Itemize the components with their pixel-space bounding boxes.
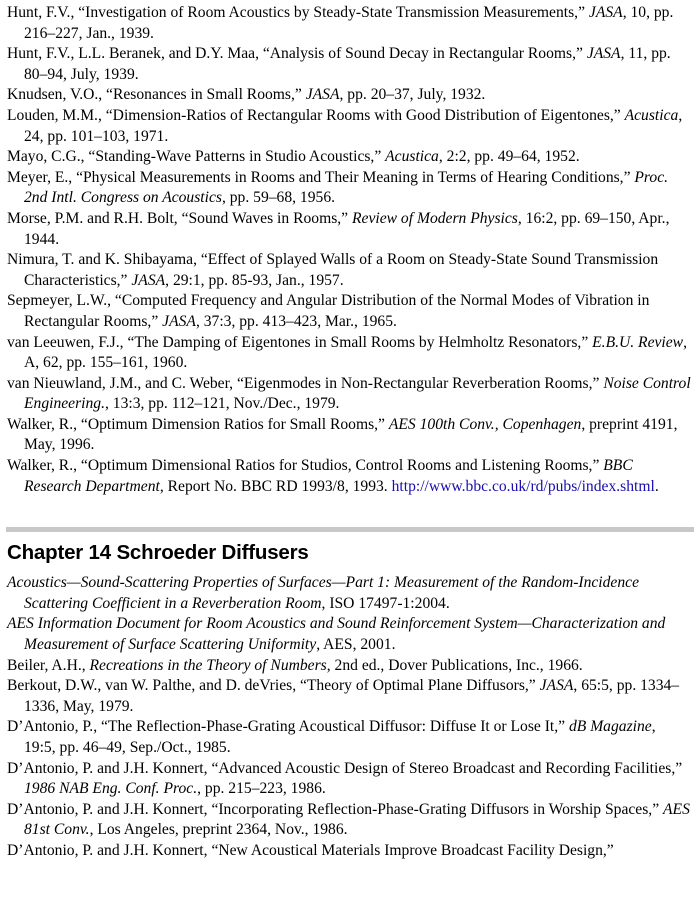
reference-text: , 16:2, pp. 69–150, Apr., 1944. bbox=[24, 209, 670, 248]
reference-entry bbox=[7, 374, 691, 415]
reference-text: , 13:3, pp. 112–121, Nov./Dec., 1979. bbox=[104, 395, 340, 413]
reference-entry bbox=[7, 44, 691, 85]
reference-text: , 24, pp. 101–103, 1971. bbox=[24, 106, 683, 145]
reference-text: Berkout, D.W., van W. Palthe, and D. deVries, “Theory of Optimal Plane Diffusors,” bbox=[7, 677, 540, 695]
reference-entry bbox=[7, 573, 691, 614]
reference-entry bbox=[7, 106, 691, 147]
reference-text: , 2:2, pp. 49–64, 1952. bbox=[438, 148, 580, 166]
reference-italic-text: JASA bbox=[131, 271, 166, 289]
reference-text: Mayo, C.G., “Standing-Wave Patterns in Studio Acoustics,” bbox=[7, 148, 386, 166]
reference-entry bbox=[7, 3, 691, 44]
reference-text: van Nieuwland, J.M., and C. Weber, “Eigenmodes in Non-Rectangular Reverberation Rooms,” bbox=[7, 374, 604, 392]
reference-italic-text: JASA bbox=[586, 45, 621, 63]
reference-entry bbox=[7, 656, 691, 677]
reference-text: Morse, P.M. and R.H. Bolt, “Sound Waves in Rooms,” bbox=[7, 209, 352, 227]
section-divider bbox=[6, 527, 694, 532]
reference-italic-text: JASA bbox=[588, 4, 623, 21]
reference-list-top bbox=[7, 0, 691, 497]
reference-entry bbox=[7, 147, 691, 168]
reference-text: , pp. 215–223, 1986. bbox=[197, 780, 326, 798]
reference-text: D’Antonio, P., “The Reflection-Phase-Grating Acoustical Diffusor: Diffuse It or Lose It,” bbox=[7, 718, 569, 736]
reference-text: , 65:5, pp. 1334–1336, May, 1979. bbox=[24, 677, 680, 715]
reference-italic-text: AES 81st Conv. bbox=[24, 800, 690, 839]
reference-italic-text: JASA bbox=[539, 677, 574, 695]
reference-entry bbox=[7, 333, 691, 374]
reference-text: , 10, pp. 216–227, Jan., 1939. bbox=[24, 4, 674, 42]
reference-entry bbox=[7, 291, 691, 332]
reference-text: Louden, M.M., “Dimension-Ratios of Rectangular Rooms with Good Distribution of Eigentones,” bbox=[7, 106, 625, 124]
reference-link[interactable]: http://www.bbc.co.uk/rd/pubs/index.shtml bbox=[391, 477, 655, 495]
reference-entry bbox=[7, 85, 691, 106]
reference-text: Hunt, F.V., L.L. Beranek, and D.Y. Maa, “Analysis of Sound Decay in Rectangular Rooms,” bbox=[7, 45, 587, 63]
reference-text: , 11, pp. 80–94, July, 1939. bbox=[24, 45, 671, 83]
reference-italic-text: Proc. 2nd Intl. Congress on Acoustics bbox=[24, 168, 669, 207]
reference-text: , preprint 4191, May, 1996. bbox=[24, 415, 678, 454]
reference-entry bbox=[7, 759, 691, 800]
reference-text: , ISO 17497-1:2004. bbox=[321, 594, 450, 612]
reference-italic-text: AES 100th Conv., Copenhagen bbox=[388, 415, 582, 433]
document-page bbox=[7, 0, 691, 862]
reference-text: Sepmeyer, L.W., “Computed Frequency and Angular Distribution of the Normal Modes of Vibration in Rectangular Rooms,” bbox=[7, 292, 650, 330]
reference-italic-text: JASA bbox=[305, 86, 340, 104]
reference-text: , 2nd ed., Dover Publications, Inc., 1966. bbox=[326, 656, 583, 674]
reference-text: D’Antonio, P. and J.H. Konnert, “Incorporating Reflection-Phase-Grating Diffusors in Worship Spaces,” bbox=[7, 800, 664, 818]
reference-text: . bbox=[654, 477, 659, 495]
reference-text: D’Antonio, P. and J.H. Konnert, “Advanced Acoustic Design of Stereo Broadcast and Recording Facilities,” bbox=[7, 759, 683, 777]
reference-entry bbox=[7, 250, 691, 291]
reference-entry bbox=[7, 456, 691, 497]
reference-entry bbox=[7, 800, 691, 841]
reference-entry bbox=[7, 415, 691, 456]
reference-italic-text: AES Information Document for Room Acoustics and Sound Reinforcement System—Characterization and Measurement of Surface Scattering Uniformity bbox=[7, 615, 666, 654]
reference-entry bbox=[7, 209, 691, 250]
reference-text: Hunt, F.V., “Investigation of Room Acoustics by Steady-State Transmission Measurements,” bbox=[7, 4, 589, 21]
reference-text: Walker, R., “Optimum Dimension Ratios for Small Rooms,” bbox=[7, 415, 389, 433]
reference-text: , AES, 2001. bbox=[316, 636, 396, 654]
reference-italic-text: BBC Research Department bbox=[24, 457, 633, 495]
reference-entry bbox=[7, 676, 691, 717]
reference-entry bbox=[7, 841, 691, 862]
reference-text: , pp. 20–37, July, 1932. bbox=[339, 86, 486, 104]
reference-text: Meyer, E., “Physical Measurements in Rooms and Their Meaning in Terms of Hearing Conditions,” bbox=[7, 168, 635, 186]
reference-entry bbox=[7, 614, 691, 655]
reference-text: D’Antonio, P. and J.H. Konnert, “New Acoustical Materials Improve Broadcast Facility Design,” bbox=[7, 841, 614, 859]
chapter-title: Chapter 14 Schroeder Diffusers bbox=[7, 541, 309, 565]
reference-italic-text: Acustica bbox=[385, 148, 439, 166]
reference-entry bbox=[7, 168, 691, 209]
reference-entry bbox=[7, 717, 691, 758]
reference-text: , 37:3, pp. 413–423, Mar., 1965. bbox=[195, 312, 397, 330]
reference-text: Beiler, A.H., bbox=[7, 656, 90, 674]
reference-text: , Report No. BBC RD 1993/8, 1993. bbox=[159, 477, 392, 495]
reference-text: Knudsen, V.O., “Resonances in Small Rooms,” bbox=[7, 86, 306, 104]
reference-text: Walker, R., “Optimum Dimensional Ratios for Studios, Control Rooms and Listening Rooms,” bbox=[7, 457, 604, 475]
reference-text: Nimura, T. and K. Shibayama, “Effect of Splayed Walls of a Room on Steady-State Sound Transmission Characteristics,” bbox=[7, 251, 659, 289]
reference-list-bottom bbox=[7, 570, 691, 861]
reference-text: , 29:1, pp. 85-93, Jan., 1957. bbox=[165, 271, 344, 289]
reference-italic-text: dB Magazine bbox=[568, 718, 652, 736]
reference-italic-text: 1986 NAB Eng. Conf. Proc. bbox=[24, 780, 198, 798]
reference-italic-text: Noise Control Engineering. bbox=[24, 374, 691, 413]
reference-text: , pp. 59–68, 1956. bbox=[221, 189, 336, 207]
reference-italic-text: Review of Modern Physics bbox=[352, 209, 518, 227]
reference-text: van Leeuwen, F.J., “The Damping of Eigentones in Small Rooms by Helmholtz Resonators,” bbox=[7, 333, 593, 351]
reference-italic-text: Acustica bbox=[624, 106, 679, 124]
reference-text: , A, 62, pp. 155–161, 1960. bbox=[24, 333, 687, 372]
reference-italic-text: E.B.U. Review bbox=[592, 333, 684, 351]
reference-italic-text: Recreations in the Theory of Numbers bbox=[89, 656, 327, 674]
reference-text: , Los Angeles, preprint 2364, Nov., 1986. bbox=[89, 821, 348, 839]
reference-italic-text: JASA bbox=[162, 312, 196, 330]
reference-text: , 19:5, pp. 46–49, Sep./Oct., 1985. bbox=[24, 718, 656, 756]
reference-italic-text: Acoustics—Sound-Scattering Properties of Surfaces—Part 1: Measurement of the Random-Incidence Scattering Coefficient in a Reverberation Room bbox=[7, 574, 639, 612]
